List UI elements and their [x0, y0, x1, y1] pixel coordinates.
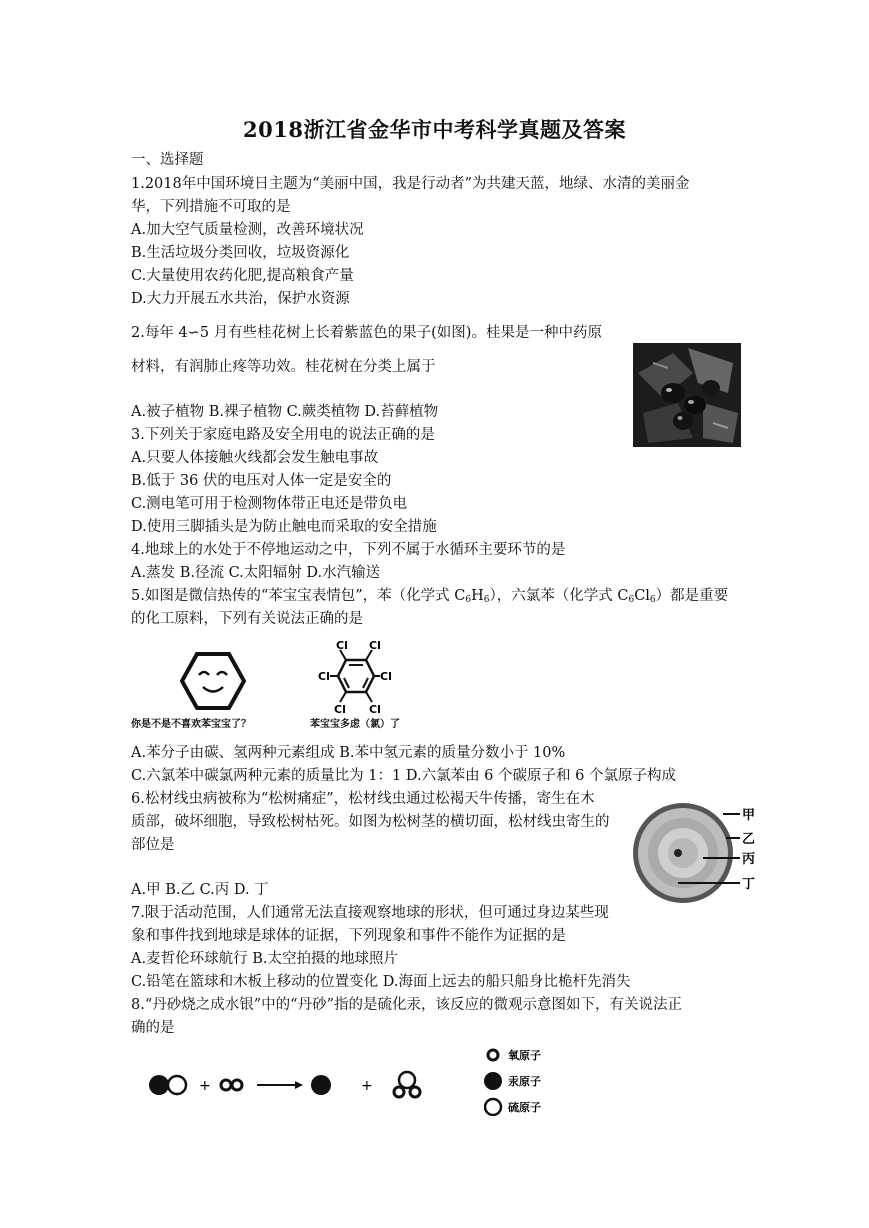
- q3-option-a: A.只要人体接触火线都会发生触电事故: [131, 450, 379, 466]
- q3-option-b: B.低于 36 伏的电压对人体一定是安全的: [131, 473, 392, 489]
- q5-stem-line1: 5.如图是微信热传的“苯宝宝表情包”，苯（化学式 $C_6H_6$），六氯苯（化学式 $C_6Cl_6$）都是重要: [131, 588, 729, 605]
- legend-oxygen: 氧原子: [508, 1049, 541, 1062]
- q4-stem: 4.地球上的水处于不停地运动之中，下列不属于水循环主要环节的是: [131, 542, 566, 558]
- q3-stem: 3.下列关于家庭电路及安全用电的说法正确的是: [131, 427, 435, 443]
- q2-stem-line2: 材料，有润肺止疼等功效。桂花树在分类上属于: [131, 359, 436, 375]
- q1-option-a: A.加大空气质量检测，改善环境状况: [131, 222, 364, 238]
- label-ding: 丁: [742, 877, 756, 892]
- q7-stem-line2: 象和事件找到地球是球体的证据，下列现象和事件不能作为证据的是: [131, 928, 566, 944]
- q6-options: A.甲 B.乙 C.丙 D. 丁: [131, 882, 269, 898]
- q7-options-cd: C.铅笔在篮球和木板上移动的位置变化 D.海面上远去的船只船身比桅杆先消失: [131, 974, 631, 990]
- q1-stem-line2: 华，下列措施不可取的是: [131, 199, 291, 215]
- cl-label-top-left: Cl: [336, 639, 348, 652]
- q7-options-ab: A.麦哲伦环球航行 B.太空拍摄的地球照片: [131, 951, 398, 967]
- q5-options-ab: A.苯分子由碳、氢两种元素组成 B.苯中氢元素的质量分数小于 10%: [131, 745, 566, 761]
- page-title: 2018浙江省金华市中考科学真题及答案: [243, 117, 626, 142]
- q6-stem-line2: 质部，破坏细胞，导致松树枯死。如图为松树茎的横切面，松材线虫寄生的: [131, 814, 610, 830]
- q1-option-c: C.大量使用农药化肥,提高粮食产量: [131, 268, 354, 284]
- atom-legend: [484, 1046, 564, 1116]
- cl-label-bottom-left: Cl: [334, 703, 346, 716]
- cl-label-right: Cl: [380, 670, 392, 683]
- plus-sign-2: +: [361, 1078, 373, 1094]
- benzene-face-emoji: [180, 652, 246, 710]
- q1-option-d: D.大力开展五水共治，保护水资源: [131, 291, 350, 307]
- q3-option-c: C.测电笔可用于检测物体带正电还是带负电: [131, 496, 408, 512]
- legend-mercury: 汞原子: [508, 1075, 541, 1088]
- cl-label-top-right: Cl: [369, 639, 381, 652]
- q3-option-d: D.使用三脚插头是为防止触电而采取的安全措施: [131, 519, 437, 535]
- q1-option-b: B.生活垃圾分类回收，垃圾资源化: [131, 245, 350, 261]
- q6-stem-line1: 6.松材线虫病被称为“松树痛症”，松材线虫通过松褐天牛传播，寄生在木: [131, 791, 595, 807]
- label-bing: 丙: [742, 852, 756, 867]
- q4-options: A.蒸发 B.径流 C.太阳辐射 D.水汽输送: [131, 565, 381, 581]
- q5-options-cd: C.六氯苯中碳氯两种元素的质量比为 1：1 D.六氯苯由 6 个碳原子和 6 个氯原子构成: [131, 768, 676, 784]
- section-heading: 一、选择题: [131, 152, 204, 168]
- q8-stem-line2: 确的是: [131, 1020, 175, 1036]
- q7-stem-line1: 7.限于活动范围，人们通常无法直接观察地球的形状，但可通过身边某些现: [131, 905, 609, 921]
- reaction-micro-diagram: [145, 1060, 445, 1110]
- benzene-caption: 你是不是不喜欢苯宝宝了？: [131, 719, 251, 730]
- q8-stem-line1: 8.“丹砂烧之成水银”中的“丹砂”指的是硫化汞，该反应的微观示意图如下，有关说法正: [131, 997, 682, 1013]
- legend-sulfur: 硫原子: [508, 1101, 541, 1114]
- hexachlorobenzene-structure: [318, 639, 394, 719]
- label-jia: 甲: [742, 808, 756, 823]
- q2-options: A.被子植物 B.裸子植物 C.蕨类植物 D.苔藓植物: [131, 404, 439, 420]
- q6-stem-line3: 部位是: [131, 837, 175, 853]
- cl-label-left: Cl: [318, 670, 330, 683]
- q2-stem-line1: 2.每年 4∽5 月有些桂花树上长着紫蓝色的果子(如图)。桂果是一种中药原: [131, 325, 602, 341]
- q5-stem-line2: 的化工原料，下列有关说法正确的是: [131, 611, 363, 627]
- plus-sign-1: +: [199, 1078, 211, 1094]
- cl-label-bottom-right: Cl: [369, 703, 381, 716]
- pine-stem-cross-section: [628, 798, 760, 910]
- q1-stem-line1: 1.2018年中国环境日主题为“美丽中国，我是行动者”为共建天蓝，地绿、水清的美丽金: [131, 176, 690, 192]
- osmanthus-fruit-photo: [633, 343, 741, 447]
- label-yi: 乙: [742, 832, 756, 847]
- hexachlorobenzene-caption: 苯宝宝多虑（氯）了: [310, 719, 400, 730]
